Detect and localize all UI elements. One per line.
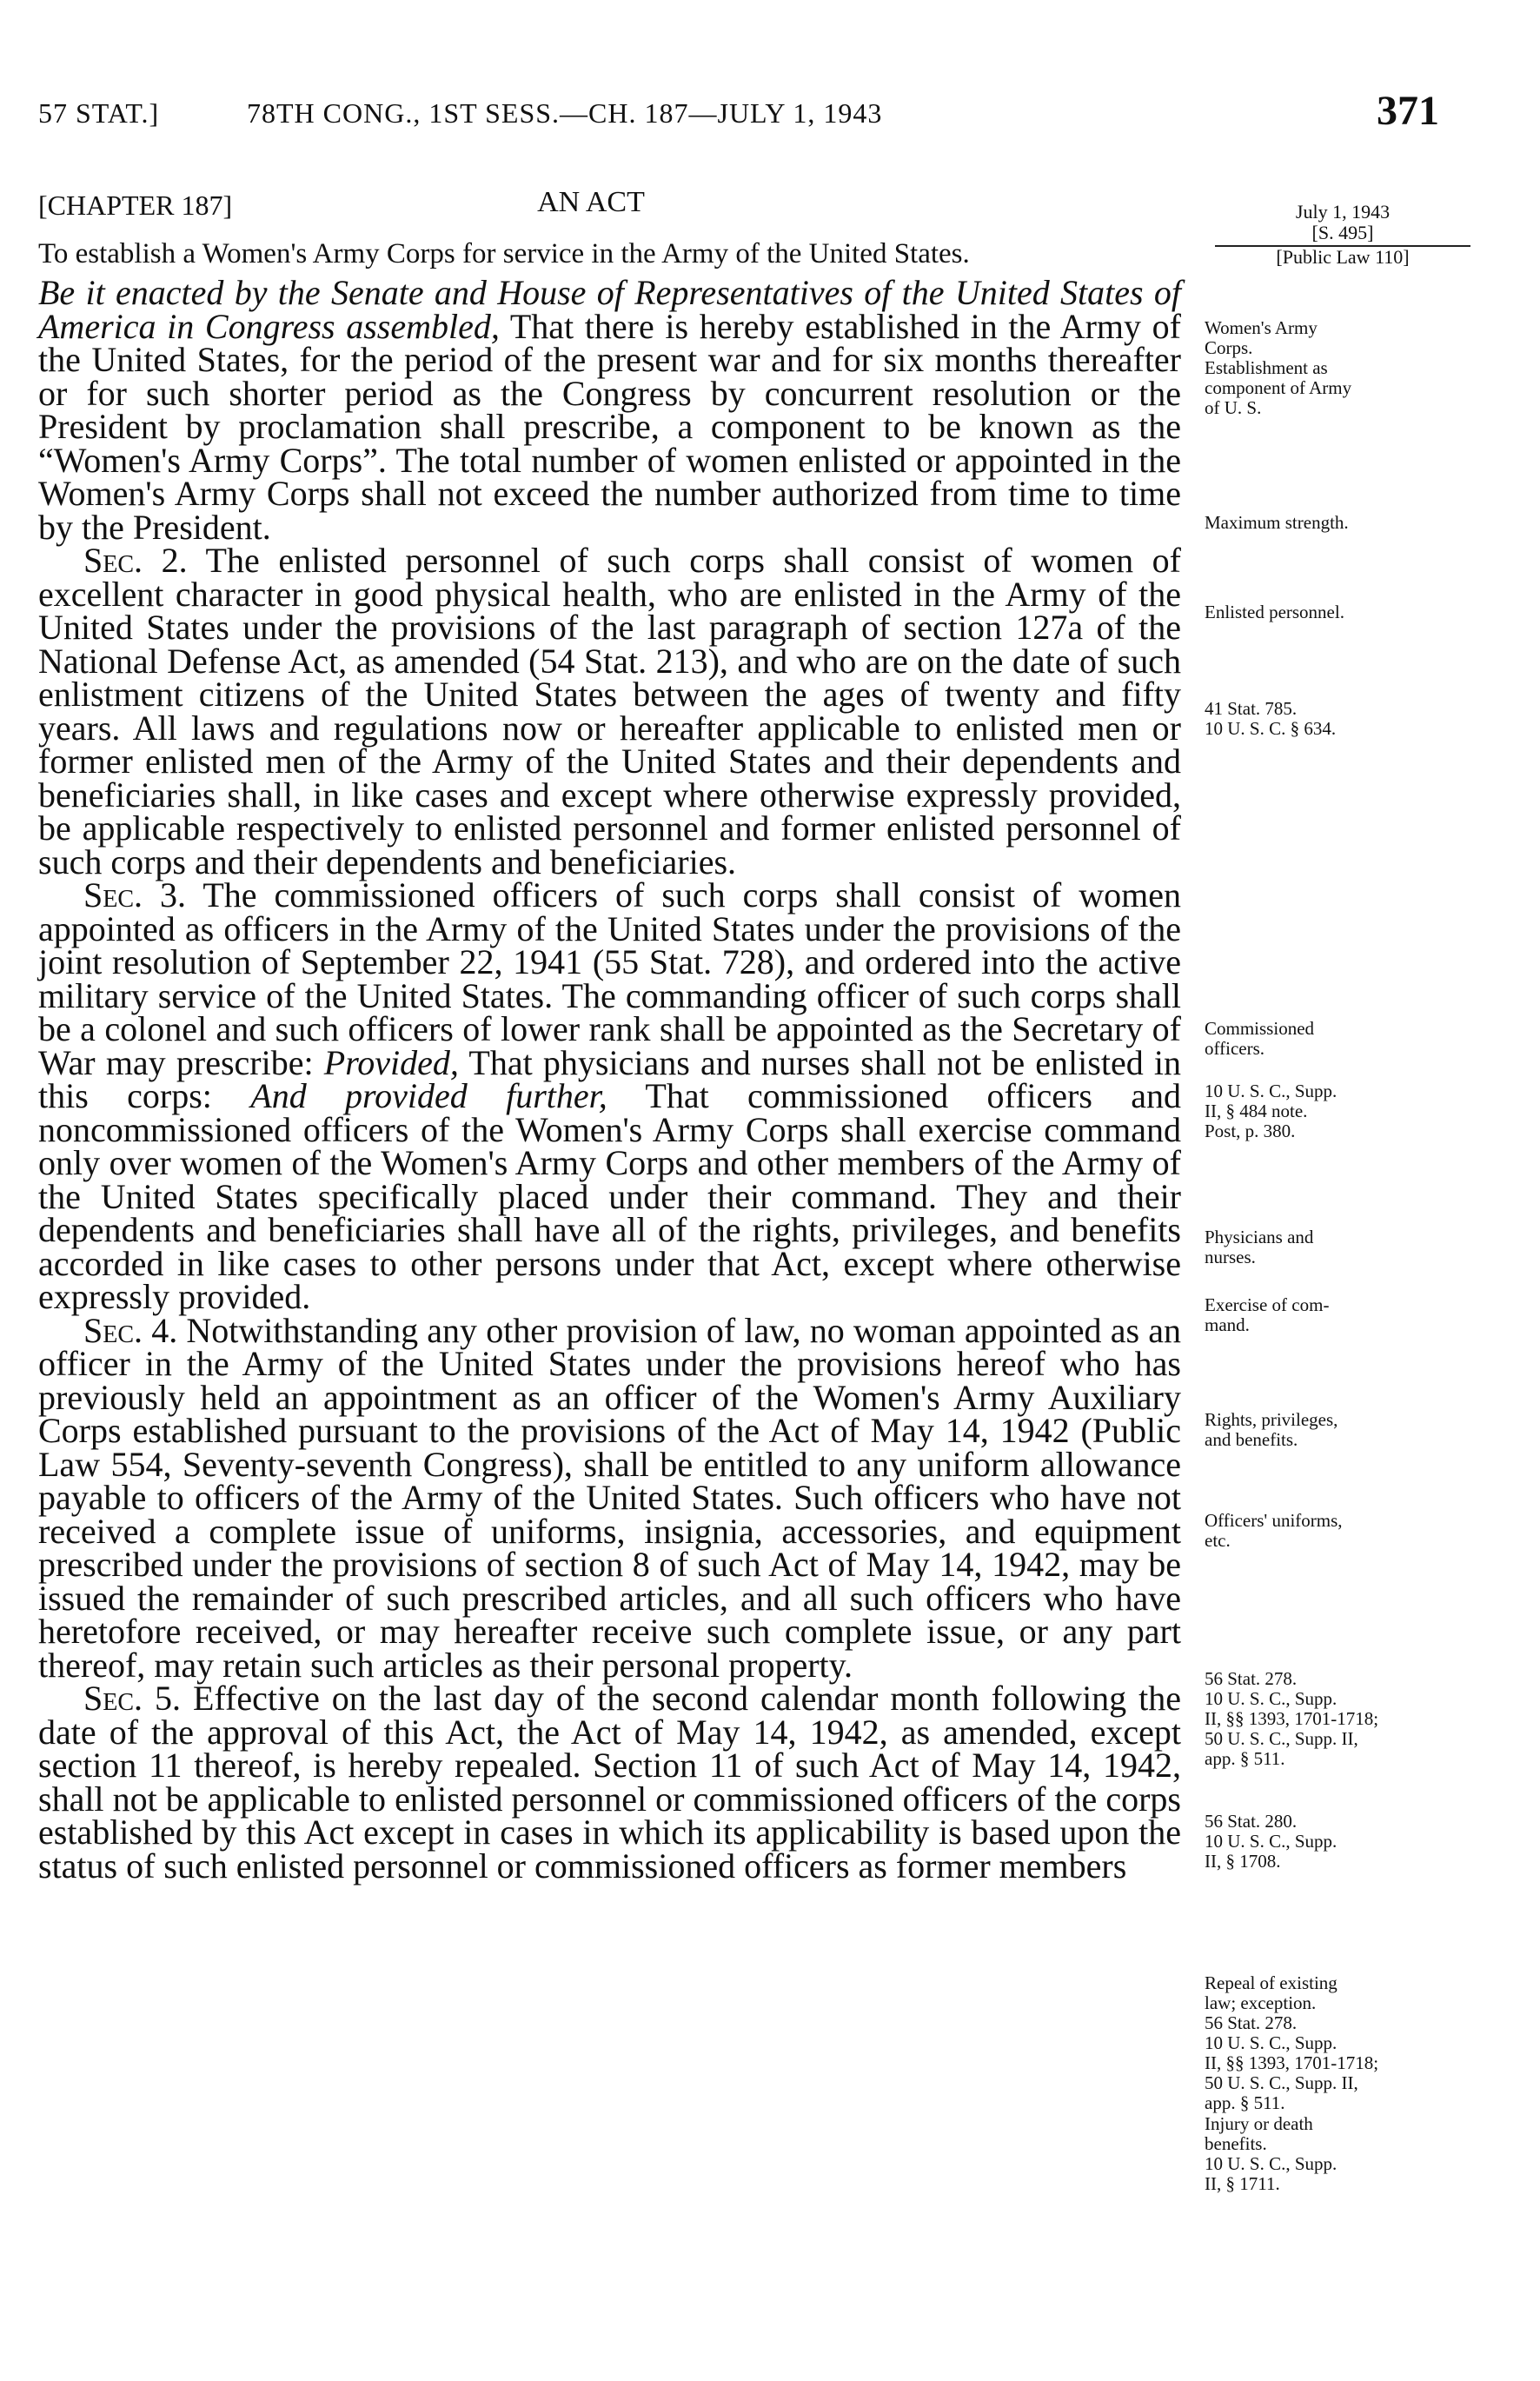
page-number: 371 [1377, 88, 1439, 134]
session-line: 78TH CONG., 1ST SESS.—CH. 187—JULY 1, 1943 [247, 97, 883, 129]
margin-note-wac: Women's Army Corps. Establishment as component of Army of U. S. [1205, 317, 1352, 418]
act-purpose: To establish a Women's Army Corps for service in the Army of the United States. [38, 238, 970, 269]
margin-note-citation-3: 56 Stat. 278. 10 U. S. C., Supp. II, §§ 1393, 1701-1718; 50 U. S. C., Supp. II, app. § 511. [1205, 1668, 1379, 1769]
margin-note-enlisted: Enlisted personnel. [1205, 602, 1344, 622]
margin-note-exercise-command: Exercise of com- mand. [1205, 1294, 1330, 1335]
act-body [38, 273, 1182, 1886]
margin-note-citation-4: 56 Stat. 280. 10 U. S. C., Supp. II, § 1708. [1205, 1811, 1338, 1872]
enacting-clause: Be it enacted by the Senate and House of Representatives of the United States of America in Congress assembled, [38, 273, 1181, 346]
section-4 [38, 1310, 1181, 1685]
running-header [38, 87, 1439, 139]
chapter-label: [CHAPTER 187] [38, 190, 233, 221]
margin-note-commissioned: Commissioned officers. [1205, 1018, 1315, 1059]
margin-note-physicians: Physicians and nurses. [1205, 1227, 1314, 1267]
public-law-number: [Public Law 110] [1276, 246, 1410, 268]
section-1-text: That there is hereby established in the Army of the United States, for the period of the present war and for six months thereafter or for such shorter period as the Congress by concurrent resolution or the President by proclamation shall prescribe, a component to be known as the “Women's Army Corps”. The total number of women enlisted or appointed in the Women's Army Corps shall not exceed the number authorized from time to time by the President. [38, 306, 1181, 547]
stat-reference: 57 STAT.] [38, 97, 160, 129]
section-5-text: Effective on the last day of the second calendar month following the date of the approval of this Act, the Act of May 14, 1942, as amended, except section 11 thereof, is hereby repealed. Section 11 of such Act of May 14, 1942, shall not be applicable to enlisted personnel or commissioned officers of the corps established by this Act except in cases in which its applicability is based upon the status of such enlisted personnel or commissioned officers as former members [38, 1679, 1182, 1886]
bill-number: [S. 495] [1311, 222, 1374, 243]
margin-note-max-strength: Maximum strength. [1205, 512, 1349, 533]
section-4-text: Notwithstanding any other provision of law, no woman appointed as an officer in the Army of the United States under the provisions hereof who has previously held an appointment as an officer of the Women's Army Auxiliary Corps established pursuant to the provisions of the Act of May 14, 1942 (Public Law 554, Seventy-seventh Congress), shall be entitled to any uniform allowance payable to officers of the Army of the United States. Such officers who have not received a complete issue of uniforms, insignia, accessories, and equipment prescribed under the provisions of section 8 of such Act of May 14, 1942, may be issued the remainder of such prescribed articles, and all such officers who have heretofore received, or may hereafter receive such complete issue, or any part thereof, may retain such articles as their personal property. [38, 1310, 1181, 1685]
section-2 [38, 541, 1182, 881]
act-heading: AN ACT [537, 186, 645, 218]
section-3 [38, 875, 1182, 1316]
proviso: Provided, [323, 1042, 459, 1082]
margin-note-rights: Rights, privileges, and benefits. [1205, 1409, 1338, 1450]
further-proviso: And provided further, [250, 1076, 607, 1115]
section-4-label: Sec. 4. [83, 1310, 178, 1350]
enactment-date: July 1, 1943 [1295, 201, 1391, 223]
section-5 [38, 1679, 1182, 1886]
section-3-label: Sec. 3. [83, 875, 187, 914]
margin-note-citation-2: 10 U. S. C., Supp. II, § 484 note. Post, p. 380. [1205, 1081, 1338, 1141]
margin-note-repeal: Repeal of existing law; exception. 56 Stat. 278. 10 U. S. C., Supp. II, §§ 1393, 1701-1718; 50 U. S. C., Supp. II, app. § 511. [1205, 1972, 1379, 2113]
margin-note-citation-1: 41 Stat. 785. 10 U. S. C. § 634. [1205, 698, 1337, 739]
margin-note-uniforms: Officers' uniforms, etc. [1205, 1510, 1343, 1551]
section-3-text-c: That commissioned officers and noncommissioned officers of the Women's Army Corps shall exercise command only over women of the Women's Army Corps and other members of the Army of the United States specifically placed under their command. They and their dependents and beneficiaries shall have all of the rights, privileges, and benefits accorded in like cases to other persons under that Act, except where otherwise expressly provided. [38, 1076, 1182, 1316]
margin-note-injury: Injury or death benefits. 10 U. S. C., Supp. II, § 1711. [1205, 2113, 1338, 2194]
section-3-text-a: The commissioned officers of such corps shall consist of women appointed as officers in the Army of the United States under the provisions of the joint resolution of September 22, 1941 (55 Stat. 728), and ordered into the active military service of the United States. The commanding officer of such corps shall be a colonel and such officers of lower rank shall be appointed as the Secretary of War may prescribe: [38, 875, 1181, 1082]
section-2-label: Sec. 2. [83, 541, 188, 580]
section-2-text: The enlisted personnel of such corps shall consist of women of excellent character in good physical health, who are enlisted in the Army of the United States under the provisions of the last paragraph of section 127a of the National Defense Act, as amended (54 Stat. 213), and who are on the date of such enlistment citizens of the United States between the ages of twenty and fifty years. All laws and regulations now or hereafter applicable to enlisted men or former enlisted men of the Army of the United States and their dependents and beneficiaries shall, in like cases and except where otherwise expressly provided, be applicable respectively to enlisted personnel and former enlisted personnel of such corps and their dependents and beneficiaries. [38, 541, 1182, 881]
section-1 [38, 273, 1181, 547]
section-3-text-b: That physicians and nurses shall not be enlisted in this corps: [38, 1042, 1182, 1115]
enactment-date-note [1199, 202, 1486, 268]
section-5-label: Sec. 5. [83, 1679, 181, 1718]
